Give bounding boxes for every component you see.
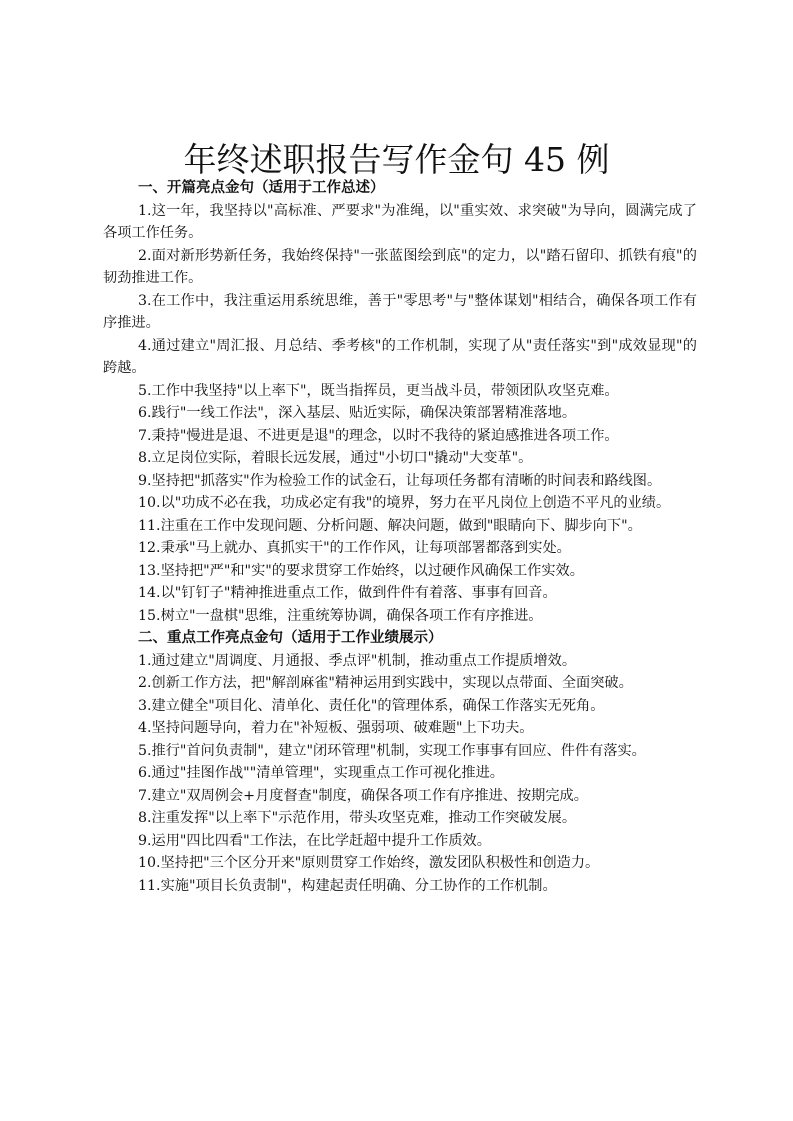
list-item: 9.运用"四比四看"工作法，在比学赶超中提升工作质效。 xyxy=(138,832,491,849)
list-item: 6.通过"挂图作战""清单管理"，实现重点工作可视化推进。 xyxy=(138,765,504,781)
list-item: 1.这一年，我坚持以"高标准、严要求"为准绳，以"重实效、求突破"为导向，圆满完成了各项工作任务。 xyxy=(103,202,697,241)
list-item: 4.通过建立"周汇报、月总结、季考核"的工作机制，实现了从"责任落实"到"成效显现"的跨越。 xyxy=(103,337,697,376)
list-item: 5.工作中我坚持"以上率下"，既当指挥员，更当战斗员，带领团队攻坚克难。 xyxy=(138,382,619,399)
document-body xyxy=(103,177,697,897)
list-item: 15.树立"一盘棋"思维，注重统筹协调，确保各项工作有序推进。 xyxy=(138,607,543,624)
list-item: 3.建立健全"项目化、清单化、责任化"的管理体系，确保工作落实无死角。 xyxy=(138,697,605,714)
list-item: 3.在工作中，我注重运用系统思维，善于"零思考"与"整体谋划"相结合，确保各项工作有序推进。 xyxy=(103,292,697,331)
list-item: 4.坚持问题导向，着力在"补短板、强弱项、破难题"上下功夫。 xyxy=(138,720,534,736)
list-item: 14.以"钉钉子"精神推进重点工作，做到件件有着落、事事有回音。 xyxy=(138,585,557,601)
section-items xyxy=(103,650,697,898)
list-item: 10.以"功成不必在我，功成必定有我"的境界，努力在平凡岗位上创造不平凡的业绩。 xyxy=(138,495,671,511)
list-item: 5.推行"首问负责制"，建立"闭环管理"机制，实现工作事事有回应、件件有落实。 xyxy=(138,742,646,759)
section-heading: 二、重点工作亮点金句（适用于工作业绩展示） xyxy=(138,630,443,646)
section-opening xyxy=(103,177,697,627)
document-title: 年终述职报告写作金句 45 例 xyxy=(183,140,610,179)
list-item: 2.面对新形势新任务，我始终保持"一张蓝图绘到底"的定力，以"踏石留印、抓铁有痕"的韧劲推进工作。 xyxy=(103,247,697,286)
list-item: 2.创新工作方法，把"解剖麻雀"精神运用到实践中，实现以点带面、全面突破。 xyxy=(138,675,633,691)
section-items xyxy=(103,200,697,628)
list-item: 12.秉承"马上就办、真抓实干"的工作作风，让每项部署都落到实处。 xyxy=(138,540,571,556)
list-item: 13.坚持把"严"和"实"的要求贯穿工作始终，以过硬作风确保工作实效。 xyxy=(138,562,584,579)
list-item: 8.立足岗位实际，着眼长远发展，通过"小切口"撬动"大变革"。 xyxy=(138,450,533,466)
list-item: 9.坚持把"抓落实"作为检验工作的试金石，让每项任务都有清晰的时间表和路线图。 xyxy=(138,472,662,489)
section-highlights xyxy=(103,627,697,897)
list-item: 11.实施"项目长负责制"，构建起责任明确、分工协作的工作机制。 xyxy=(138,877,557,894)
list-item: 6.践行"一线工作法"，深入基层、贴近实际，确保决策部署精准落地。 xyxy=(138,405,577,421)
section-heading: 一、开篇亮点金句（适用于工作总述） xyxy=(138,180,385,196)
list-item: 1.通过建立"周调度、月通报、季点评"机制，推动重点工作提质增效。 xyxy=(138,652,577,669)
list-item: 8.注重发挥"以上率下"示范作用，带头攻坚克难，推动工作突破发展。 xyxy=(138,810,577,826)
list-item: 10.坚持把"三个区分开来"原则贯穿工作始终，激发团队积极性和创造力。 xyxy=(138,855,600,871)
list-item: 7.建立"双周例会+月度督查"制度，确保各项工作有序推进、按期完成。 xyxy=(138,787,588,804)
list-item: 7.秉持"慢进是退、不进更是退"的理念，以时不我待的紧迫感推进各项工作。 xyxy=(138,427,619,444)
list-item: 11.注重在工作中发现问题、分析问题、解决问题，做到"眼睛向下、脚步向下"。 xyxy=(138,517,642,534)
